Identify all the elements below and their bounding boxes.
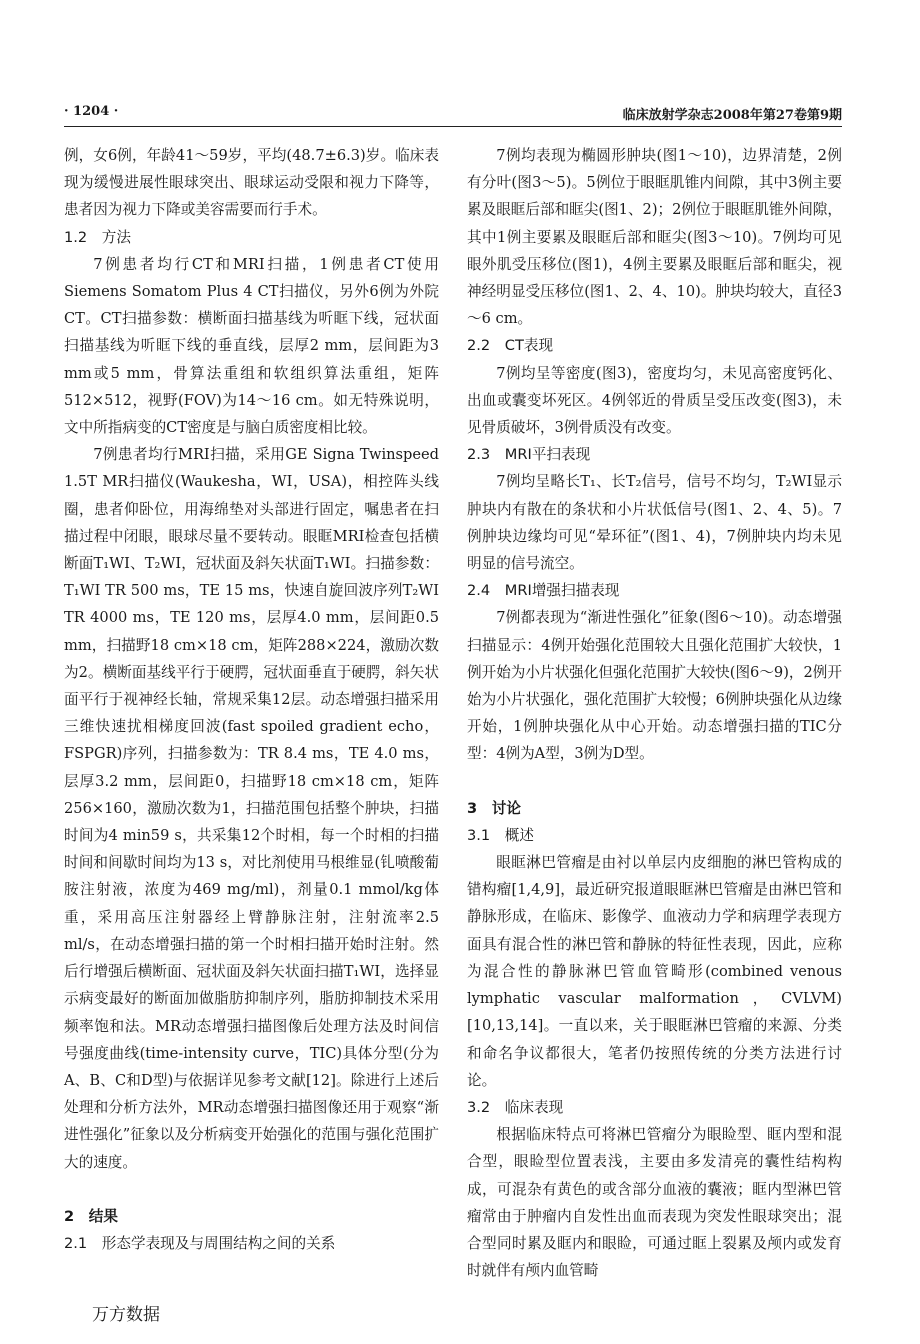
section-heading: 2.2 CT表现 — [467, 337, 554, 355]
paragraph: 7例患者均行CT和MRI扫描，1例患者CT使用Siemens Somatom Plus 4 CT扫描仪，另外6例为外院CT。CT扫描参数：横断面扫描基线为听眶下线，冠状面扫描基线为听眶下线的垂直线，层厚2 mm，层间距为3 mm或5 mm，骨算法重组和软组织算法重组，矩阵512×512，视野(FOV)为14～16 cm。如无特殊说明，文中所指病变的CT密度是与脑白质密度相比较。 — [64, 255, 439, 437]
page-number: · 1204 · — [64, 104, 119, 119]
spacer — [64, 1176, 439, 1203]
footer-watermark: 万方数据 — [92, 1305, 160, 1325]
paragraph: 例，女6例，年龄41～59岁，平均(48.7±6.3)岁。临床表现为缓慢进展性眼球突出、眼球运动受限和视力下降等，患者因为视力下降或美容需要而行手术。 — [64, 147, 439, 219]
section-heading: 1.2 方法 — [64, 228, 131, 246]
section-heading: 3.2 临床表现 — [467, 1098, 564, 1116]
journal-title: 临床放射学杂志2008年第27卷第9期 — [622, 108, 842, 123]
left-column — [64, 142, 439, 1257]
section-heading: 2.4 MRI增强扫描表现 — [467, 582, 620, 600]
section-heading: 3.1 概述 — [467, 826, 534, 844]
paragraph: 7例都表现为“渐进性强化”征象(图6～10)。动态增强扫描显示：4例开始强化范围较大且强化范围扩大较快，1例开始为小片状强化但强化范围扩大较快(图6～9)，2例开始为小片状强化，强化范围扩大较慢；6例肿块强化从边缘开始，1例肿块强化从中心开始。动态增强扫描的TIC分型：4例为A型，3例为D型。 — [467, 609, 842, 763]
paragraph: 7例均表现为椭圆形肿块(图1～10)，边界清楚，2例有分叶(图3～5)。5例位于眼眶肌锥内间隙，其中3例主要累及眼眶后部和眶尖(图1、2)；2例位于眼眶肌锥外间隙，其中1例主要累及眼眶后部和眶尖(图3～10)。7例均可见眼外肌受压移位(图1)，4例主要累及眼眶后部和眶尖，视神经明显受压移位(图1、2、4、10)。肿块均较大，直径3～6 cm。 — [467, 147, 842, 328]
section-heading: 2.3 MRI平扫表现 — [467, 446, 591, 464]
section-heading: 3 讨论 — [467, 799, 521, 817]
section-heading: 2.1 形态学表现及与周围结构之间的关系 — [64, 1234, 336, 1252]
paragraph: 7例患者均行MRI扫描，采用GE Signa Twinspeed 1.5T MR扫描仪(Waukesha，WI，USA)，相控阵头线圈，患者仰卧位，用海绵垫对头部进行固定，嘱患者在扫描过程中闭眼，眼球尽量不要转动。眼眶MRI检查包括横断面T₁WI、T₂WI，冠状面及斜矢状面T₁WI。扫描参数：T₁WI TR 500 ms，TE 15 ms，快速自旋回波序列T₂WI TR 4000 ms，TE 120 ms，层厚4.0 mm，层间距0.5 mm，扫描野18 cm×18 cm，矩阵288×224，激励次数为2。横断面基线平行于硬腭，冠状面垂直于硬腭，斜矢状面平行于视神经长轴，常规采集12层。动态增强扫描采用三维快速扰相梯度回波(fast spoiled gradient echo，FSPGR)序列，扫描参数为：TR 8.4 ms，TE 4.0 ms，层厚3.2 mm，层间距0，扫描野18 cm×18 cm，矩阵256×160，激励次数为1，扫描范围包括整个肿块，扫描时间为4 min59 s，共采集12个时相，每一个时相的扫描时间和间歇时间均为13 s，对比剂使用马根维显(钆喷酸葡胺注射液，浓度为469 mg/ml)，剂量0.1 mmol/kg体重，采用高压注射器经上臂静脉注射，注射流率2.5 ml/s，在动态增强扫描的第一个时相扫描开始时注射。然后行增强后横断面、冠状面及斜矢状面扫描T₁WI，选择显示病变最好的断面加做脂肪抑制序列，脂肪抑制技术采用频率饱和法。MR动态增强扫描图像后处理方法及时间信号强度曲线(time-intensity curve，TIC)具体分型(分为A、B、C和D型)与依据详见参考文献[12]。除进行上述后处理和分析方法外，MR动态增强扫描图像还用于观察“渐进性强化”征象以及分析病变开始强化的范围与强化范围扩大的速度。 — [64, 446, 439, 1171]
right-column — [467, 142, 842, 1284]
running-header — [64, 104, 842, 124]
header-rule — [64, 126, 842, 127]
paragraph: 眼眶淋巴管瘤是由衬以单层内皮细胞的淋巴管构成的错构瘤[1,4,9]，最近研究报道眼眶淋巴管瘤是由淋巴管和静脉形成，在临床、影像学、血液动力学和病理学表现方面具有混合性的淋巴管和静脉的特征性表现，因此，应称为混合性的静脉淋巴管血管畸形(combined venous lymphatic vascular malformation，CVLVM)[10,13,14]。一直以来，关于眼眶淋巴管瘤的来源、分类和命名争议都很大，笔者仍按照传统的分类方法进行讨论。 — [467, 854, 842, 1089]
paragraph: 7例均呈略长T₁、长T₂信号，信号不均匀，T₂WI显示肿块内有散在的条状和小片状低信号(图1、2、4、5)。7例肿块边缘均可见“晕环征”(图1、4)，7例肿块内均未见明显的信号流空。 — [467, 473, 842, 573]
spacer — [467, 768, 842, 795]
paragraph: 根据临床特点可将淋巴管瘤分为眼睑型、眶内型和混合型，眼睑型位置表浅，主要由多发清亮的囊性结构构成，可混杂有黄色的或含部分血液的囊液；眶内型淋巴管瘤常由于肿瘤内自发性出血而表现为突发性眼球突出；混合型同时累及眶内和眼睑，可通过眶上裂累及颅内或发育时就伴有颅内血管畸 — [467, 1126, 842, 1280]
section-heading: 2 结果 — [64, 1207, 118, 1225]
paragraph: 7例均呈等密度(图3)，密度均匀，未见高密度钙化、出血或囊变坏死区。4例邻近的骨质呈受压改变(图3)，未见骨质破坏，3例骨质没有改变。 — [467, 364, 842, 437]
